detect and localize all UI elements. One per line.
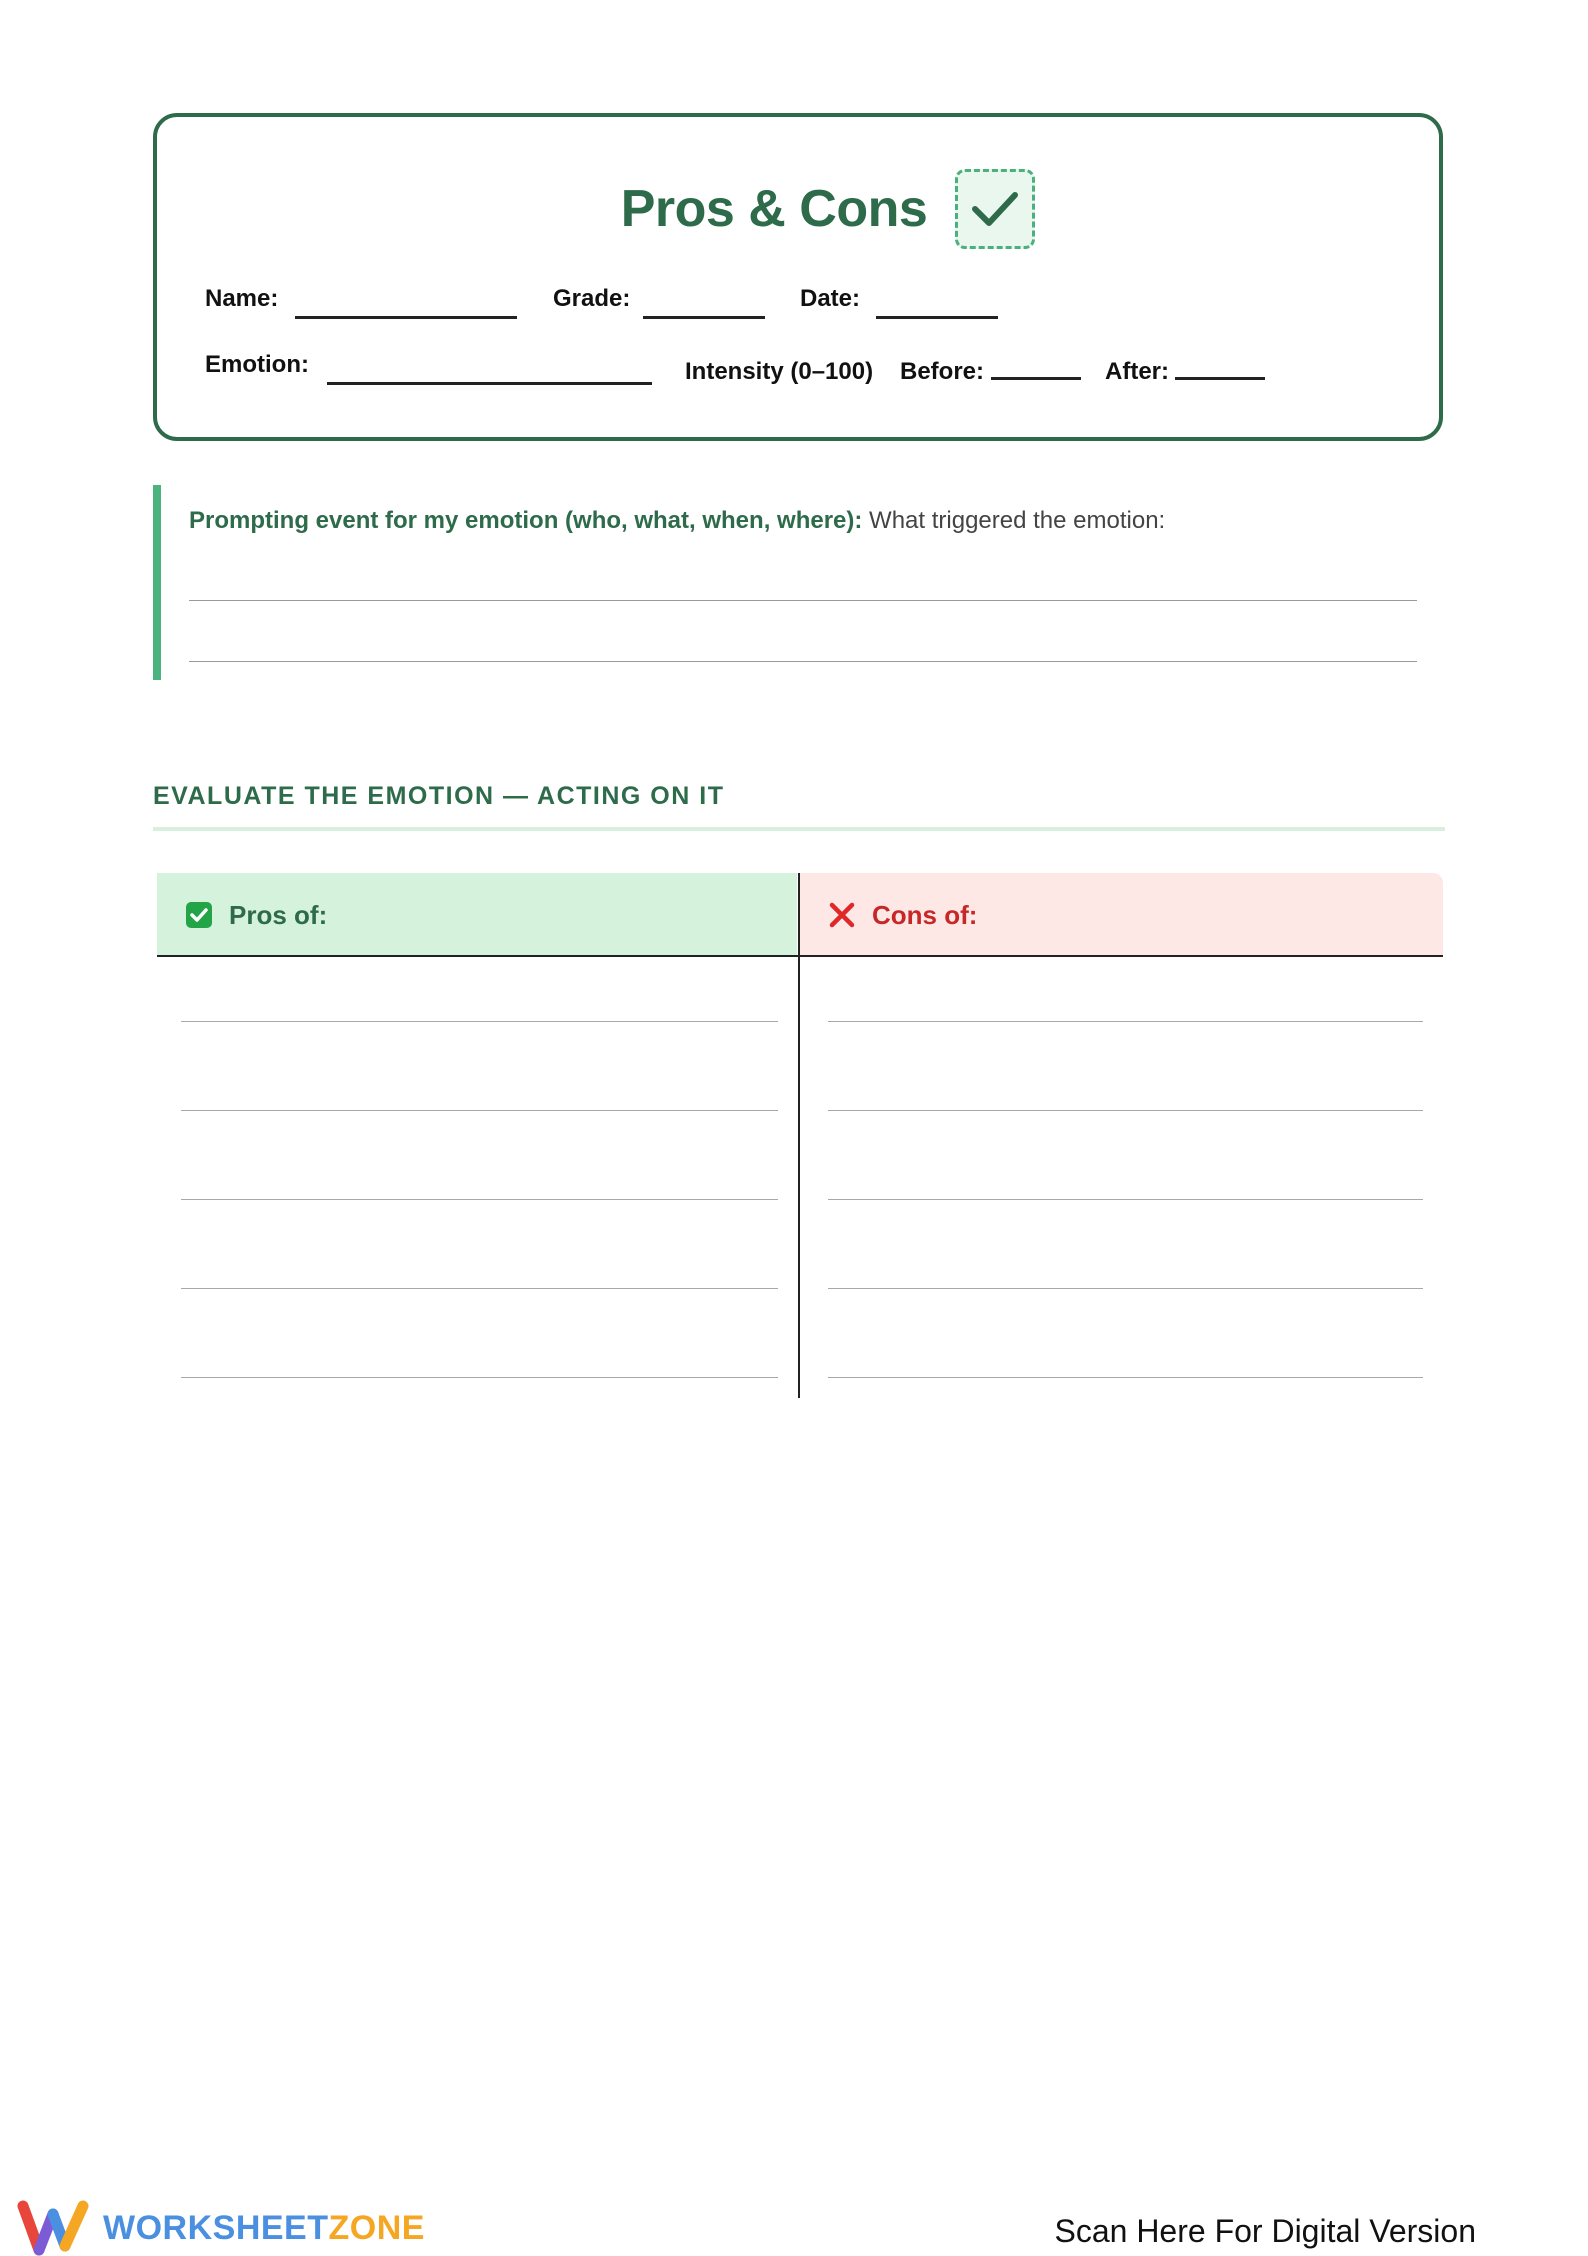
pros-writing-line[interactable] (181, 1110, 778, 1111)
emotion-label: Emotion: (205, 351, 309, 378)
pros-header (157, 873, 797, 957)
after-label: After: (1105, 358, 1169, 385)
logo-icon (17, 2200, 89, 2256)
logo-primary: WORKSHEET (103, 2208, 329, 2247)
pros-writing-line[interactable] (181, 1021, 778, 1022)
worksheetzone-logo (17, 2200, 425, 2256)
cons-header (800, 873, 1443, 957)
checkmark-icon (955, 169, 1035, 249)
scan-text: Scan Here For Digital Version (1054, 2213, 1476, 2249)
name-label: Name: (205, 285, 279, 312)
header-divider (157, 955, 1443, 957)
intensity-label: Intensity (0–100) (685, 358, 874, 385)
cons-writing-line[interactable] (828, 1377, 1423, 1378)
pros-writing-line[interactable] (181, 1199, 778, 1200)
header-box (153, 113, 1443, 441)
grade-label: Grade: (553, 285, 631, 312)
prompting-event-text (189, 507, 1165, 535)
prompting-event-label: Prompting event for my emotion (who, what, when, where): (189, 507, 863, 534)
cons-writing-line[interactable] (828, 1021, 1423, 1022)
emotion-field[interactable] (327, 382, 652, 385)
prompting-event-hint: What triggered the emotion: (869, 507, 1166, 534)
check-box-icon (185, 901, 213, 929)
pros-writing-line[interactable] (181, 1288, 778, 1289)
date-label: Date: (800, 285, 861, 312)
page-title: Pros & Cons (620, 180, 928, 238)
cons-writing-line[interactable] (828, 1288, 1423, 1289)
section-title: EVALUATE THE EMOTION — ACTING ON IT (153, 782, 725, 810)
pros-cons-table (157, 873, 1443, 1398)
pros-writing-line[interactable] (181, 1377, 778, 1378)
date-field[interactable] (876, 316, 998, 319)
writing-line[interactable] (189, 661, 1417, 662)
before-field[interactable] (991, 377, 1081, 380)
column-divider (798, 873, 800, 1398)
cons-writing-line[interactable] (828, 1110, 1423, 1111)
cons-label: Cons of: (872, 899, 978, 930)
title-row (157, 169, 1439, 249)
section-divider (153, 827, 1445, 831)
after-field[interactable] (1175, 377, 1265, 380)
logo-secondary: ZONE (328, 2208, 425, 2247)
writing-line[interactable] (189, 600, 1417, 601)
name-field[interactable] (295, 316, 517, 319)
pros-label: Pros of: (229, 899, 328, 930)
logo-text (103, 2209, 425, 2248)
grade-field[interactable] (643, 316, 765, 319)
prompting-event-box (153, 485, 1445, 680)
cons-writing-line[interactable] (828, 1199, 1423, 1200)
cross-icon (828, 901, 856, 929)
before-label: Before: (900, 358, 985, 385)
